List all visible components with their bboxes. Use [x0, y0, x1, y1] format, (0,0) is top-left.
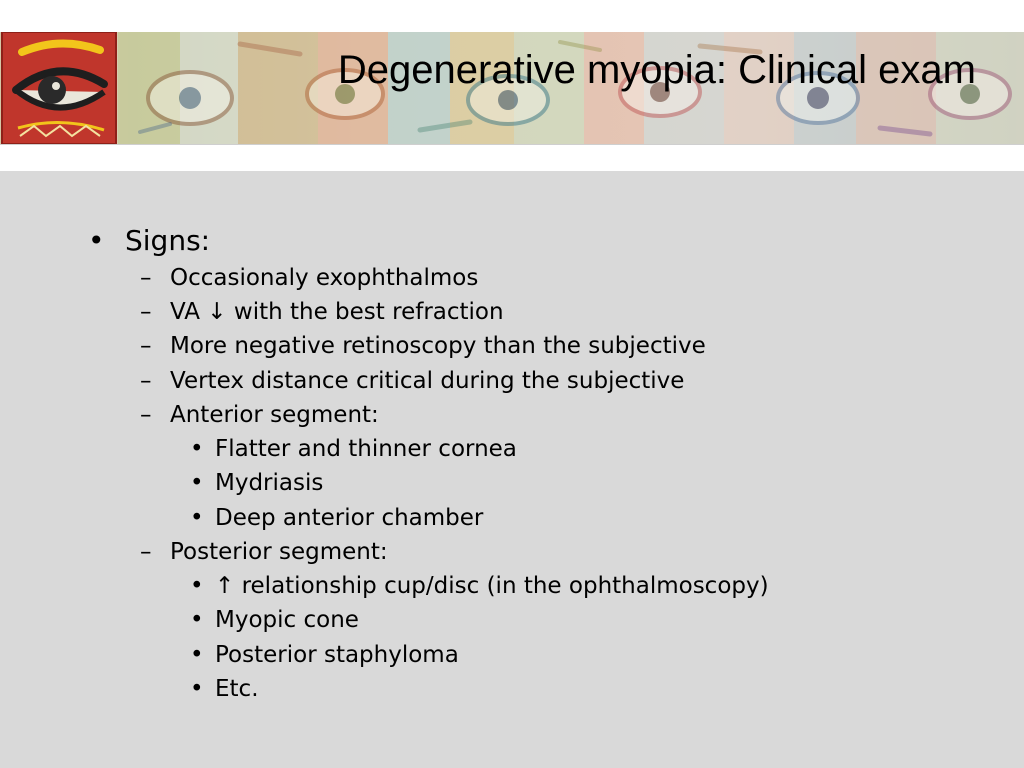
bullet-text: More negative retinoscopy than the subjective: [170, 333, 706, 359]
bullet-text: Deep anterior chamber: [215, 505, 484, 531]
eye-logo-icon: [2, 32, 116, 144]
bullet-marker: •: [88, 224, 105, 257]
bullet-marker: •: [190, 470, 204, 496]
bullet-text: ↑ relationship cup/disc (in the ophthalmoscopy): [215, 573, 769, 599]
bullet-level2: [140, 367, 685, 395]
bullet-text: Myopic cone: [215, 607, 359, 633]
bullet-level2: [140, 401, 379, 429]
content-panel: [0, 171, 1024, 768]
bullet-marker: •: [190, 607, 204, 633]
bullet-text: Signs:: [125, 224, 211, 257]
bullet-level1: [88, 224, 211, 258]
bullet-level3: [190, 572, 769, 600]
dash-marker: –: [140, 333, 152, 359]
bullet-marker: •: [190, 505, 204, 531]
bullet-level2: [140, 538, 388, 566]
bullet-text: VA ↓ with the best refraction: [170, 299, 504, 325]
dash-marker: –: [140, 368, 152, 394]
bullet-level2: [140, 332, 706, 360]
bullet-level3: [190, 641, 459, 669]
bullet-text: Etc.: [215, 676, 259, 702]
bullet-level3: [190, 606, 359, 634]
dash-marker: –: [140, 299, 152, 325]
header-banner: [0, 32, 1024, 145]
bullet-level3: [190, 469, 324, 497]
bullet-list: [0, 171, 1024, 768]
bullet-text: Mydriasis: [215, 470, 324, 496]
bullet-text: Occasionaly exophthalmos: [170, 265, 479, 291]
slide-title: Degenerative myopia: Clinical exam: [337, 48, 976, 92]
bullet-text: Vertex distance critical during the subjective: [170, 368, 685, 394]
painted-eye-1: [148, 72, 232, 124]
bullet-text: Anterior segment:: [170, 402, 379, 428]
dash-marker: –: [140, 539, 152, 565]
dash-marker: –: [140, 402, 152, 428]
bullet-level2: [140, 264, 479, 292]
bullet-level3: [190, 675, 259, 703]
bullet-text: Posterior segment:: [170, 539, 388, 565]
bullet-text: Flatter and thinner cornea: [215, 436, 517, 462]
bullet-level2: [140, 298, 504, 326]
bullet-text: Posterior staphyloma: [215, 642, 459, 668]
bullet-marker: •: [190, 436, 204, 462]
bullet-marker: •: [190, 676, 204, 702]
bullet-level3: [190, 504, 484, 532]
bullet-marker: •: [190, 642, 204, 668]
dash-marker: –: [140, 265, 152, 291]
bullet-marker: •: [190, 573, 204, 599]
bullet-level3: [190, 435, 517, 463]
